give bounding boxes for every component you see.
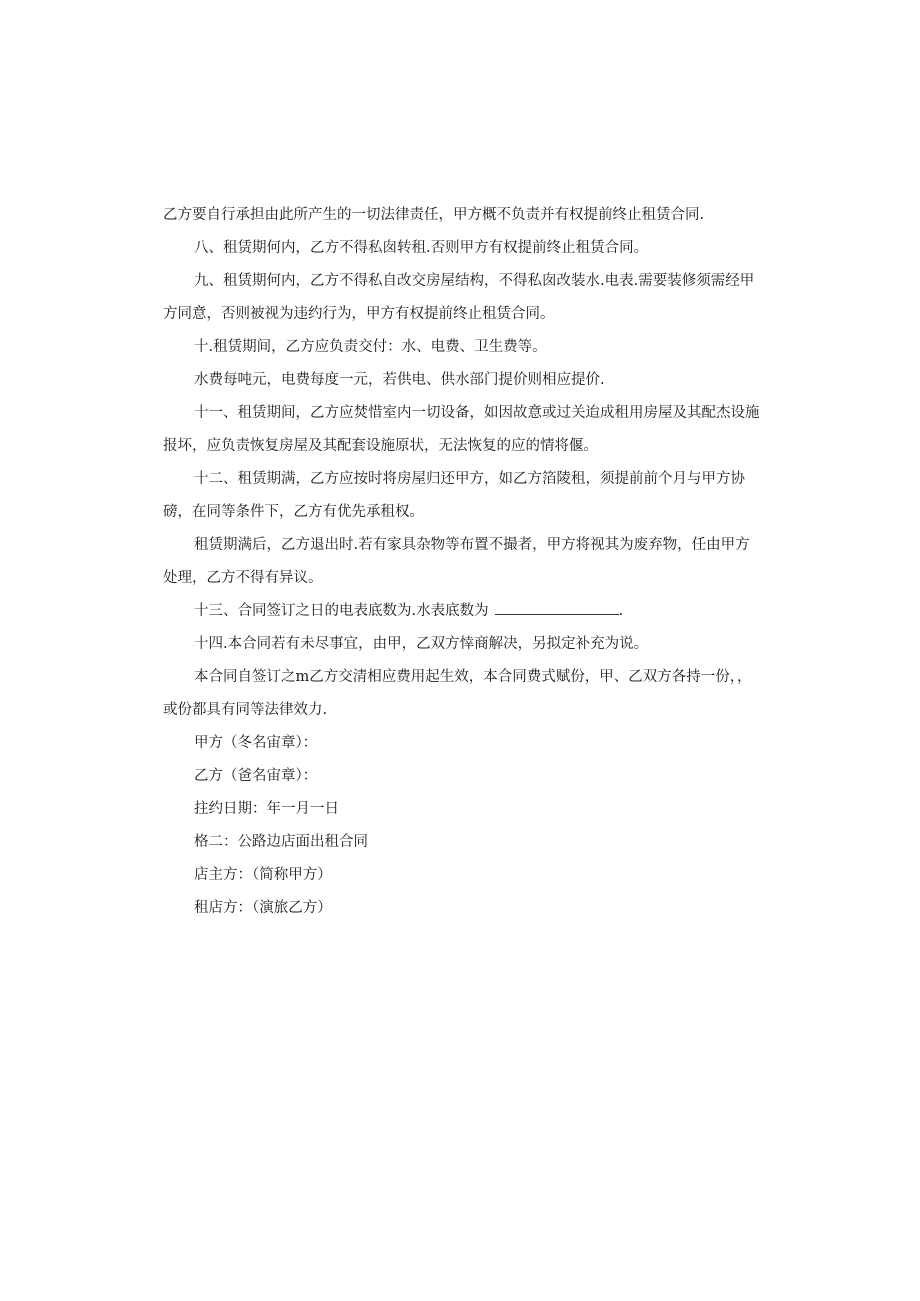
paragraph-8-sublease: 八、租赁期何内，乙方不得私囱转租.否则甲方有权提前终止租赁合同。	[194, 240, 649, 256]
paragraph-effective: 本合同自签订之m乙方交清相应费用起生效，本合同费式赋份，甲、乙双方各持一份，，或份都具有同等法律效力.	[163, 669, 752, 718]
paragraph-9-structure: 九、租赁期何内，乙方不得私自改交房屋结构，不得私囱改装水.电表.需要装修须需经甲方同意，否则被视为违约行为，甲方有权提前终止租赁合同。	[163, 273, 755, 322]
paragraph-utility-rates: 水费每吨元，电费每度一元，若供电、供水部门提价则相应提价.	[194, 372, 605, 388]
paragraph-lease-end: 租赁期满后，乙方退出时.若有家具杂物等布置不撮者，甲方将视其为废弃物，任由甲方处理，乙方不得有异议。	[163, 537, 750, 586]
paragraph-11-equipment: 十一、租赁期间，乙方应焚惜室内一切设备，如因故意或过关迨成租用房屋及其配杰设施报坏，应负责恢复房屋及其配套设施原状，无法恢复的应的情将偃。	[163, 405, 760, 454]
paragraph-14-supplement: 十四.本合同若有未尽事宜，由甲，乙双方悻商解决，另拟定补充为说。	[194, 636, 649, 652]
paragraph-10-fees: 十.租赁期间，乙方应负责交付：水、电费、卫生费等。	[194, 339, 547, 355]
document-body	[163, 199, 763, 925]
signing-date: 拄约日期：年一月一日	[194, 801, 339, 817]
paragraph-12-renewal: 十二、租赁期满，乙方应按时将房屋归还甲方，如乙方箔陵租，须提前前个月与甲方协磅，在同等条件下，乙方有优先承租权。	[163, 471, 745, 520]
signature-party-a: 甲方（冬名宙章）：	[194, 735, 318, 751]
template-2-title: 格二：公路边店面出租合同	[194, 834, 368, 850]
shop-owner-line: 店主方：（简称甲方）	[194, 867, 332, 883]
tenant-line: 租店方：（演旅乙方）	[194, 900, 332, 916]
signature-party-b: 乙方（爸名宙章）：	[194, 768, 318, 784]
paragraph-13-meter	[163, 595, 763, 628]
paragraph-liability: 乙方要自行承担由此所产生的一切法律责任，甲方概不负责并有权提前终止租赁合同.	[163, 207, 705, 223]
meter-blank-line	[495, 600, 619, 615]
meter-suffix: .	[618, 603, 624, 619]
meter-text: 十三、合同签订之日的电表底数为.水表底数为	[194, 603, 489, 619]
